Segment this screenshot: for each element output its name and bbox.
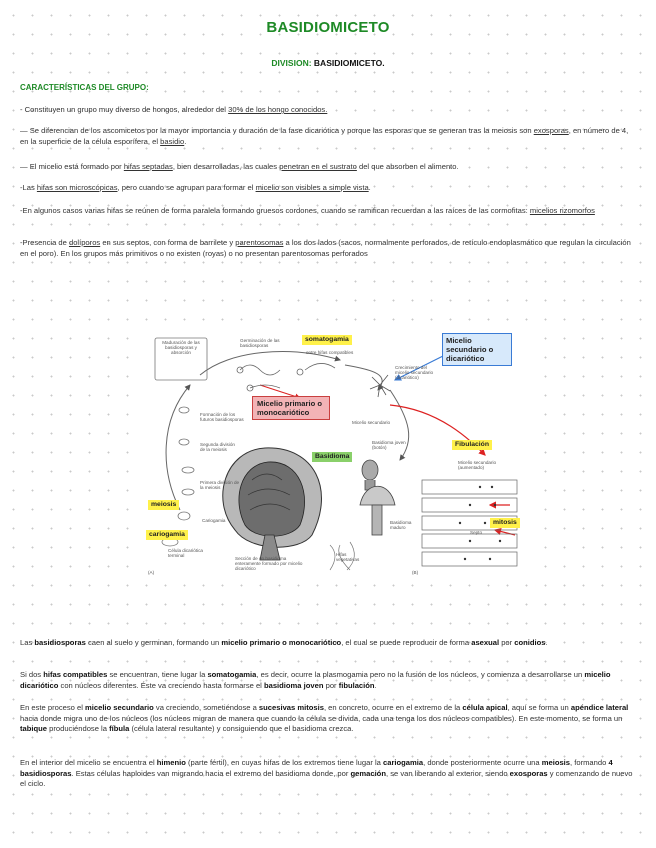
- division-label: DIVISION:: [271, 58, 312, 68]
- division-value: BASIDIOMICETO.: [313, 58, 385, 68]
- page-title: BASIDIOMICETO: [266, 19, 390, 36]
- paragraph-9: En este proceso el micelio secundario va creciendo, sometiéndose a sucesivas mitosis, en concreto, ocurre en el extremo de la célula apical, aquí se forma un apéndice lateral hacia donde migra uno de los núcleos (los núcleos migran de manera que cuando la célula se divida, cada una tenga los dos núcleos compatibles). En este momento, se forma un tabique produciéndose la fíbula (célula lateral resultante) y consiguiendo que el basidioma crezca.: [20, 703, 629, 734]
- label-mitosis: mitosis: [490, 518, 520, 528]
- cycle-arrow-left: [166, 385, 190, 510]
- paragraph-10: En el interior del micelio se encuentra el himenio (parte fértil), en cuyas hifas de los extremos tiene lugar la cariogamia, donde posteriormente ocurre una meiosis, formando 4 basidiosporas. Estas células haploides van migrando hacia el extremo del basidioma donde, por gemación, se van liberando al exterior, siendo exosporas y comenzando de nuevo el ciclo.: [20, 758, 633, 789]
- paragraph-5: -En algunos casos varias hifas se reúnen de forma paralela formando gruesos cordones, cuando se ramifican recuerdan a las raíces de las cormofitas: micelios rizomorfos: [20, 206, 595, 215]
- paragraph-7: Las basidiosporas caen al suelo y germinan, formando un micelio primario o monocariótico, el cual se puede reproducir de forma asexual por conidios.: [20, 638, 548, 647]
- label-micelio-primario: Micelio primario o monocariótico: [252, 396, 330, 420]
- paragraph-6: -Presencia de dolíporos en sus septos, con forma de barrilete y parentosomas a los dos lados (sacos, normalmente perforados, de retículo endoplasmático que regulan la circulación en el poro). En los grupos más primitivos o no existen (royas) o no presentan parentosomas perforados: [20, 238, 631, 258]
- section-heading: CARACTERÍSTICAS DEL GRUPO:: [20, 83, 149, 92]
- label-somatogamia: somatogamia: [302, 335, 352, 345]
- paragraph-3: — El micelio está formado por hifas septadas, bien desarrolladas, las cuales penetran en el sustrato del que absorben el alimento.: [20, 162, 459, 171]
- label-micelio-secundario: Micelio secundario o dicariótico: [442, 333, 512, 366]
- paragraph-4: -Las hifas son microscópicas, pero cuando se agrupan para formar el micelio son visibles a simple vista.: [20, 183, 371, 192]
- label-fibulacion: Fibulación: [452, 440, 492, 450]
- label-cariogamia: cariogamia: [146, 530, 188, 540]
- basidioma-section: [223, 448, 322, 560]
- paragraph-2: — Se diferencian de los ascomicetos por la mayor importancia y duración de la fase dicariótica y porque las esporas que se generan tras la meiosis son exosporas, en número de 4, en la superficie de la célula esporífera, el basidio.: [20, 126, 629, 146]
- label-basidioma: Basidioma: [312, 452, 352, 462]
- link-30-percent: 30% de los hongo conocidos.: [228, 105, 328, 114]
- life-cycle-figure: somatogamia Micelio secundario o dicariótico Micelio primario o monocariótico Basidioma Fibulación meiosis cariogamia mitosis Maduración de las basidiosporas y absorción Germinación de las basidiosporas entre hifas compatibles Crecimiento del micelio secundario (dicariótico) Formación de los futuros basidiosporas Segunda división de la meiosis Primera división de la meiosis Cariogamia Micelio secundario Basidioma joven (botón) Micelio secundario (aumentado) Basidioma maduro Célula dicariótica terminal Sección de un basidioma enteramente formado por micelio dicariótico Hifas vegetativas Septo (A) (B): [140, 330, 530, 582]
- paragraph-8: Si dos hifas compatibles se encuentran, tiene lugar la somatogamia, es decir, ocurre la plasmogamia pero no la fusión de los núcleos, y comienza a desarrollarse un micelio dicariótico con núcleos diferentes. Éste va creciendo hasta formarse el basidioma joven por fibulación.: [20, 670, 611, 690]
- label-meiosis: meiosis: [148, 500, 179, 510]
- division-line: [0, 58, 656, 68]
- paragraph-1: - Constituyen un grupo muy diverso de hongos, alrededor del 30% de los hongo conocidos.: [20, 105, 328, 114]
